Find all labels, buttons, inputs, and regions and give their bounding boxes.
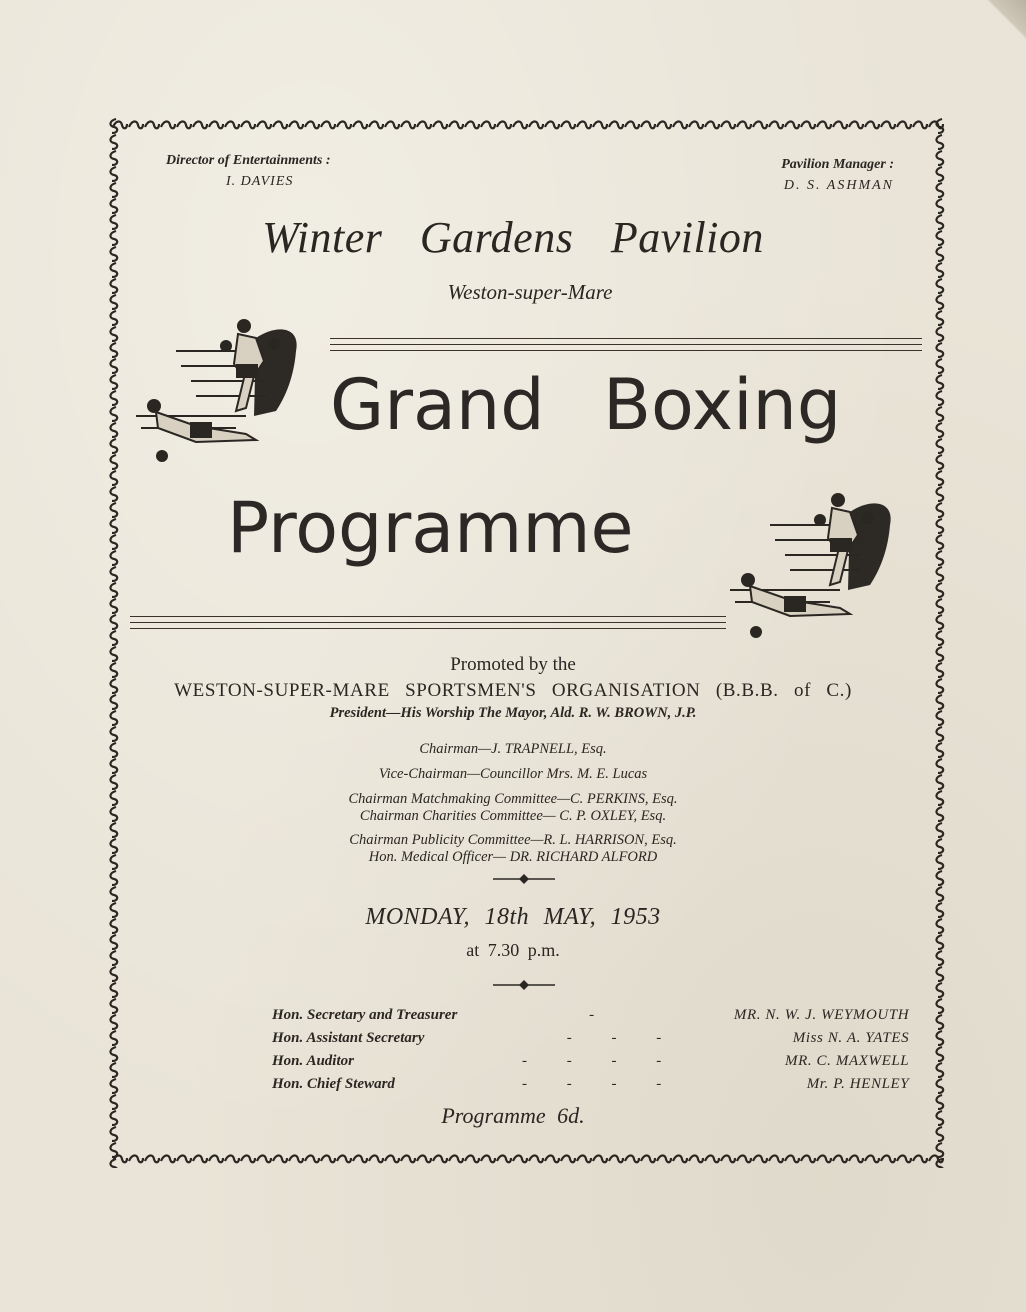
officer-leader-dashes: - - - (566, 1030, 680, 1046)
venue-title: Winter Gardens Pavilion (262, 213, 764, 262)
rule-bottom-3 (130, 628, 726, 629)
event-date: MONDAY, 18th MAY, 1953 (365, 904, 661, 930)
border-top (112, 118, 944, 134)
officer-row (272, 1004, 909, 1027)
headline-programme: Programme (227, 487, 634, 569)
officer-role: Hon. Auditor (272, 1053, 354, 1069)
officer-row (272, 1050, 909, 1073)
officer-name: MR. N. W. J. WEYMOUTH (733, 1007, 910, 1023)
venue-location: Weston-super-Mare (447, 280, 613, 304)
committee-item: Chairman Matchmaking Committee—C. PERKINS, Esq. (348, 791, 678, 807)
director-name: I. DAVIES (226, 174, 294, 189)
promoted-by: Promoted by the (450, 654, 576, 675)
director-title: Director of Entertainments : (166, 153, 331, 168)
committee-item: Chairman Publicity Committee—R. L. HARRISON, Esq. (349, 832, 677, 848)
officer-row (272, 1027, 909, 1050)
organisation-name: WESTON-SUPER-MARE SPORTSMEN'S ORGANISATION (B.B.B. of C.) (174, 680, 852, 701)
committee-item: Hon. Medical Officer— DR. RICHARD ALFORD (368, 849, 658, 865)
folded-corner (986, 0, 1026, 40)
manager-title: Pavilion Manager : (781, 157, 894, 172)
committee-item: Chairman—J. TRAPNELL, Esq. (419, 741, 607, 757)
programme-price: Programme 6d. (441, 1103, 585, 1128)
committee-item: Chairman Charities Committee— C. P. OXLEY, Esq. (359, 808, 667, 824)
border-left (104, 118, 124, 1168)
officers-table (272, 1004, 909, 1096)
officer-name: MR. C. MAXWELL (785, 1053, 910, 1069)
officer-name: Miss N. A. YATES (792, 1030, 910, 1046)
officer-leader-dashes: - - - - (522, 1053, 680, 1069)
border-right (930, 118, 950, 1168)
officer-role: Hon. Assistant Secretary (272, 1030, 425, 1046)
rule-bottom-2 (130, 622, 726, 623)
committee-item: Vice-Chairman—Councillor Mrs. M. E. Lucas (378, 766, 648, 782)
officer-row (272, 1073, 909, 1096)
event-time: at 7.30 p.m. (466, 940, 560, 960)
officer-leader-dashes: - - - - (522, 1076, 680, 1092)
officer-role: Hon. Secretary and Treasurer (272, 1007, 458, 1023)
boxers-icon (136, 316, 306, 468)
rule-bottom-1 (130, 616, 726, 617)
border-bottom (112, 1152, 944, 1168)
rule-top-2 (330, 344, 922, 345)
diamond-separator-icon (493, 979, 555, 991)
rule-top-3 (330, 350, 922, 351)
boxers-icon-2 (728, 490, 900, 644)
headline-grand-boxing: Grand Boxing (330, 364, 842, 446)
rule-top-1 (330, 338, 922, 339)
committee-list (0, 741, 1026, 866)
officer-name: Mr. P. HENLEY (806, 1076, 910, 1092)
manager-name: D. S. ASHMAN (783, 178, 894, 193)
officer-leader-dashes: - (589, 1007, 613, 1023)
diamond-separator-icon (493, 873, 555, 885)
president-line: President—His Worship The Mayor, Ald. R. W. BROWN, J.P. (329, 705, 697, 721)
officer-role: Hon. Chief Steward (272, 1076, 395, 1092)
